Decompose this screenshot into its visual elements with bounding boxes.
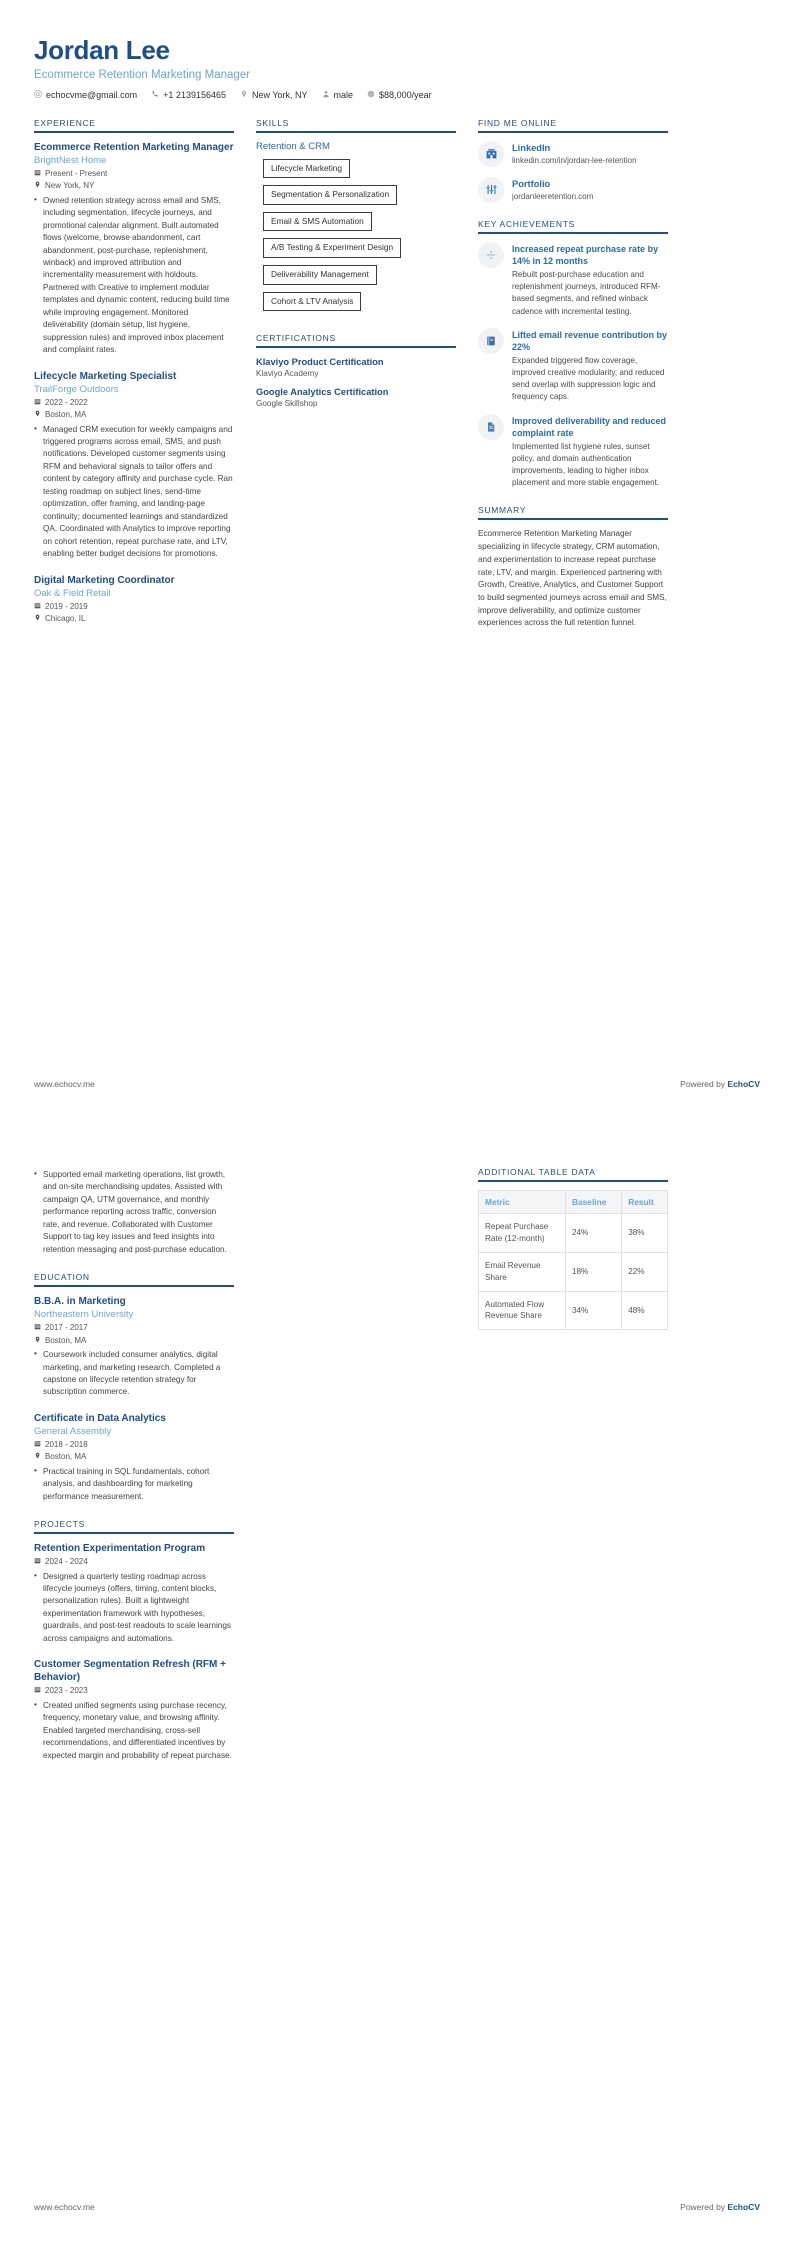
contact-location [240, 90, 308, 100]
experience-location [34, 409, 234, 421]
person-icon [322, 90, 330, 100]
calendar-icon [34, 397, 41, 409]
skill-chip: A/B Testing & Experiment Design [263, 238, 401, 258]
calendar-icon [34, 1556, 41, 1568]
section-additional-table [478, 1167, 668, 1330]
page-2-footer [34, 2202, 760, 2212]
education-dates [34, 1322, 234, 1334]
book-icon [478, 328, 504, 354]
experience-dates-text: 2022 - 2022 [45, 397, 88, 407]
education-bullets [34, 1349, 234, 1399]
calendar-icon [34, 1685, 41, 1697]
project-dates-text: 2023 - 2023 [45, 1686, 88, 1696]
table-cell-metric: Repeat Purchase Rate (12-month) [479, 1214, 566, 1253]
salary-icon [367, 90, 375, 100]
contact-location-text: New York, NY [252, 89, 308, 100]
location-icon [34, 1335, 41, 1347]
footer-brand [680, 2202, 760, 2212]
project-dates [34, 1556, 234, 1568]
project-title: Customer Segmentation Refresh (RFM + Behavior) [34, 1659, 226, 1684]
section-experience [34, 118, 234, 626]
section-title-education: EDUCATION [34, 1272, 234, 1287]
column-right-page2 [478, 1167, 668, 1346]
project-entry [34, 1542, 234, 1645]
resume-page-2 [0, 1123, 794, 2246]
skill-chip: Cohort & LTV Analysis [263, 292, 361, 312]
education-school: General Assembly [34, 1425, 112, 1437]
linkedin-icon [478, 141, 504, 167]
page-1-columns [34, 118, 760, 646]
contact-phone-text: +1 2139156465 [163, 89, 226, 100]
section-title-additional-table: ADDITIONAL TABLE DATA [478, 1167, 668, 1182]
calendar-icon [34, 1322, 41, 1334]
email-icon [34, 90, 42, 100]
portfolio-icon [478, 177, 504, 203]
section-title-experience: EXPERIENCE [34, 118, 234, 133]
education-bullets [34, 1466, 234, 1503]
table-cell-result: 48% [622, 1291, 668, 1330]
table-row [479, 1214, 668, 1253]
bullet: • Created unified segments using purchase recency, frequency, monetary value, and browsing affinity. Enabled targeted merchandising, cross-sell recommendations, and differentiated incentives by expected margin and probability of repeat purchase. [34, 1700, 234, 1762]
education-dates-text: 2017 - 2017 [45, 1323, 88, 1333]
contact-email [34, 90, 137, 100]
education-dates-text: 2018 - 2018 [45, 1439, 88, 1449]
table-cell-baseline: 18% [565, 1252, 621, 1291]
column-left [34, 118, 234, 642]
achievement-title: Lifted email revenue contribution by 22% [512, 329, 668, 352]
column-right [478, 118, 668, 646]
document-icon [478, 414, 504, 440]
section-title-certifications: CERTIFICATIONS [256, 333, 456, 348]
online-link-item[interactable] [478, 141, 668, 167]
divide-icon [478, 242, 504, 268]
bullet: • Owned retention strategy across email and SMS, including segmentation, lifecycle journeys, and promotional calendar alignment. Built automated flows (welcome, browse abandonment, cart abandonment, post-purchase, replenishment, winback) and improved attribution and incrementality measurement with holdouts. Partnered with Creative to implement modular templates and dynamic content, reducing build time while improving engagement. Monitored deliverability (domain setup, list hygiene, suppression rules) and improved inbox placement and complaint rates. [34, 195, 234, 357]
achievement-description: Expanded triggered flow coverage, improved creative modularity, and reduced send overlap with suppression logic and frequency caps. [512, 356, 665, 402]
bullet: • Managed CRM execution for weekly campaigns and triggered programs across email, SMS, and push notifications. Developed customer segments using RFM and behavioral signals to tailor offers and content by category affinity and purchase cycle. Ran testing roadmap on subject lines, send-time optimization, offer framing, and landing-page continuity; documented learnings and standardized QA. Coordinated with Analytics to improve reporting on cohort retention, repeat purchase rate, and LTV, enabling better budget decisions for promotions. [34, 424, 234, 561]
experience-dates [34, 397, 234, 409]
location-icon [34, 409, 41, 421]
skill-chip-list [256, 158, 456, 317]
project-bullets [34, 1700, 234, 1762]
contact-salary [367, 90, 432, 100]
table-cell-baseline: 24% [565, 1214, 621, 1253]
bullet: • Supported email marketing operations, list growth, and on-site merchandising updates. Assisted with campaign QA, UTM governance, and monthly performance reporting across traffic, conversion rate, and revenue. Collaborated with Customer Support to tag key issues and feed insights into retention messaging and post-purchase education. [34, 1169, 234, 1256]
online-link-url[interactable]: jordanleeretention.com [512, 191, 594, 201]
contact-phone [151, 90, 226, 100]
section-projects [34, 1519, 234, 1762]
footer-powered-prefix: Powered by [680, 1079, 728, 1089]
footer-powered-brand: EchoCV [727, 2202, 760, 2212]
section-title-projects: PROJECTS [34, 1519, 234, 1534]
project-dates [34, 1685, 234, 1697]
experience-dates [34, 168, 234, 180]
table-cell-result: 38% [622, 1214, 668, 1253]
project-dates-text: 2024 - 2024 [45, 1557, 88, 1567]
contact-gender-text: male [333, 89, 354, 100]
experience-location [34, 613, 234, 625]
experience-bullets [34, 195, 234, 357]
certification-name: Klaviyo Product Certification [256, 357, 384, 368]
section-title-skills: SKILLS [256, 118, 456, 133]
footer-powered-brand: EchoCV [727, 1079, 760, 1089]
section-key-achievements [478, 219, 668, 490]
resume-header [34, 36, 760, 100]
table-header-row [479, 1191, 668, 1214]
table-row [479, 1252, 668, 1291]
footer-site[interactable]: www.echocv.me [34, 1079, 95, 1089]
certification-issuer: Google Skillshop [256, 399, 318, 409]
experience-entry [34, 574, 234, 626]
table-cell-result: 22% [622, 1252, 668, 1291]
experience-bullets-continued [34, 1169, 234, 1256]
experience-dates-text: 2019 - 2019 [45, 601, 88, 611]
experience-location-text: Chicago, IL [45, 614, 86, 624]
section-skills [256, 118, 456, 317]
experience-title: Lifecycle Marketing Specialist [34, 370, 177, 382]
skill-chip: Segmentation & Personalization [263, 185, 397, 205]
skill-chip: Email & SMS Automation [263, 212, 372, 232]
education-location [34, 1451, 234, 1463]
additional-data-table [478, 1190, 668, 1330]
online-link-body [512, 177, 593, 203]
project-entry [34, 1658, 234, 1762]
certification-item [256, 386, 456, 408]
footer-site[interactable]: www.echocv.me [34, 2202, 95, 2212]
skill-chip: Deliverability Management [263, 265, 377, 285]
skill-group-title: Retention & CRM [256, 140, 330, 152]
certification-issuer: Klaviyo Academy [256, 369, 319, 379]
footer-powered-prefix: Powered by [680, 2202, 728, 2212]
section-title-summary: SUMMARY [478, 505, 668, 520]
table-header-baseline: Baseline [565, 1191, 621, 1214]
education-location-text: Boston, MA [45, 1452, 87, 1462]
certification-item [256, 356, 456, 378]
experience-company: BrightNest Home [34, 154, 107, 166]
experience-title: Digital Marketing Coordinator [34, 574, 175, 586]
table-cell-metric: Email Revenue Share [479, 1252, 566, 1291]
section-summary [478, 505, 668, 630]
education-degree: B.B.A. in Marketing [34, 1296, 126, 1308]
bullet: • Coursework included consumer analytics, digital marketing, and marketing research. Completed a capstone on lifecycle retention strategy for subscription commerce. [34, 1349, 234, 1399]
location-icon [34, 180, 41, 192]
table-row [479, 1291, 668, 1330]
project-title: Retention Experimentation Program [34, 1543, 206, 1555]
experience-dates [34, 601, 234, 613]
footer-brand [680, 1079, 760, 1089]
contact-row [34, 90, 760, 100]
calendar-icon [34, 601, 41, 613]
education-entry [34, 1295, 234, 1399]
experience-location-text: New York, NY [45, 181, 95, 191]
certification-name: Google Analytics Certification [256, 387, 389, 398]
section-title-find-me-online: FIND ME ONLINE [478, 118, 668, 133]
online-link-body [512, 141, 637, 167]
education-location-text: Boston, MA [45, 1335, 87, 1345]
contact-salary-text: $88,000/year [379, 89, 432, 100]
experience-location [34, 180, 234, 192]
experience-entry [34, 141, 234, 357]
achievement-item [478, 328, 668, 404]
experience-title: Ecommerce Retention Marketing Manager [34, 141, 234, 153]
education-location [34, 1335, 234, 1347]
section-certifications [256, 333, 456, 408]
achievement-body [512, 242, 668, 318]
online-link-url[interactable]: linkedin.com/in/jordan-lee-retention [512, 155, 637, 165]
project-bullets [34, 1571, 234, 1646]
achievement-title: Increased repeat purchase rate by 14% in 12 months [512, 243, 659, 267]
section-title-key-achievements: KEY ACHIEVEMENTS [478, 219, 668, 234]
achievement-body [512, 414, 668, 490]
table-cell-metric: Automated Flow Revenue Share [479, 1291, 566, 1330]
headline: Ecommerce Retention Marketing Manager [34, 68, 251, 81]
education-entry [34, 1412, 234, 1503]
column-middle [256, 118, 456, 424]
skill-chip: Lifecycle Marketing [263, 159, 350, 179]
experience-company: Oak & Field Retail [34, 587, 111, 599]
location-icon [34, 613, 41, 625]
table-header-result: Result [622, 1191, 668, 1214]
bullet: • Practical training in SQL fundamentals, cohort analysis, and dashboarding for marketing performance measurement. [34, 1466, 234, 1503]
education-dates [34, 1439, 234, 1451]
section-find-me-online [478, 118, 668, 203]
achievement-title: Improved deliverability and reduced complaint rate [512, 415, 667, 438]
contact-gender [322, 90, 354, 100]
experience-company: TrailForge Outdoors [34, 383, 119, 395]
achievement-item [478, 414, 668, 490]
location-icon [34, 1451, 41, 1463]
page-1-footer [34, 1079, 760, 1089]
achievement-body [512, 328, 668, 404]
location-icon [240, 90, 248, 100]
column-left-page2 [34, 1167, 234, 1778]
experience-dates-text: Present - Present [45, 168, 108, 178]
online-link-label[interactable]: LinkedIn [512, 142, 551, 153]
experience-location-text: Boston, MA [45, 410, 87, 420]
section-education [34, 1272, 234, 1503]
summary-text: Ecommerce Retention Marketing Manager specializing in lifecycle strategy, CRM automation, and experimentation to increase repeat purchase rate, LTV, and margin. Experienced partnering with Growth, Creative, Analytics, and Customer Support to build segmented journeys across email and SMS, improve deliverability, and optimize customer experiences across the full retention funnel. [478, 529, 667, 628]
table-header-metric: Metric [479, 1191, 566, 1214]
education-school: Northeastern University [34, 1309, 134, 1321]
experience-bullets [34, 424, 234, 561]
online-link-label[interactable]: Portfolio [512, 178, 551, 189]
contact-email-text: echocvme@gmail.com [46, 89, 138, 100]
achievement-description: Implemented list hygiene rules, sunset policy, and domain authentication improvements, leading to higher inbox placement and more stable engagement. [512, 441, 660, 488]
page-2-columns [34, 1167, 760, 1778]
phone-icon [151, 90, 159, 100]
table-cell-baseline: 34% [565, 1291, 621, 1330]
page-title: Jordan Lee [34, 35, 170, 65]
online-link-item[interactable] [478, 177, 668, 203]
experience-entry [34, 370, 234, 561]
calendar-icon [34, 1439, 41, 1451]
education-degree: Certificate in Data Analytics [34, 1412, 166, 1424]
calendar-icon [34, 168, 41, 180]
achievement-item [478, 242, 668, 318]
bullet: • Designed a quarterly testing roadmap across lifecycle journeys (offers, timing, content blocks, personalization rules). Built a lightweight experimentation framework with hypotheses, guardrails, and post-test readouts to scale learnings across campaigns and automations. [34, 1571, 234, 1646]
achievement-description: Rebuilt post-purchase education and replenishment journeys, introduced RFM-based segments, and refined winback cadence with incremental testing. [512, 270, 661, 316]
